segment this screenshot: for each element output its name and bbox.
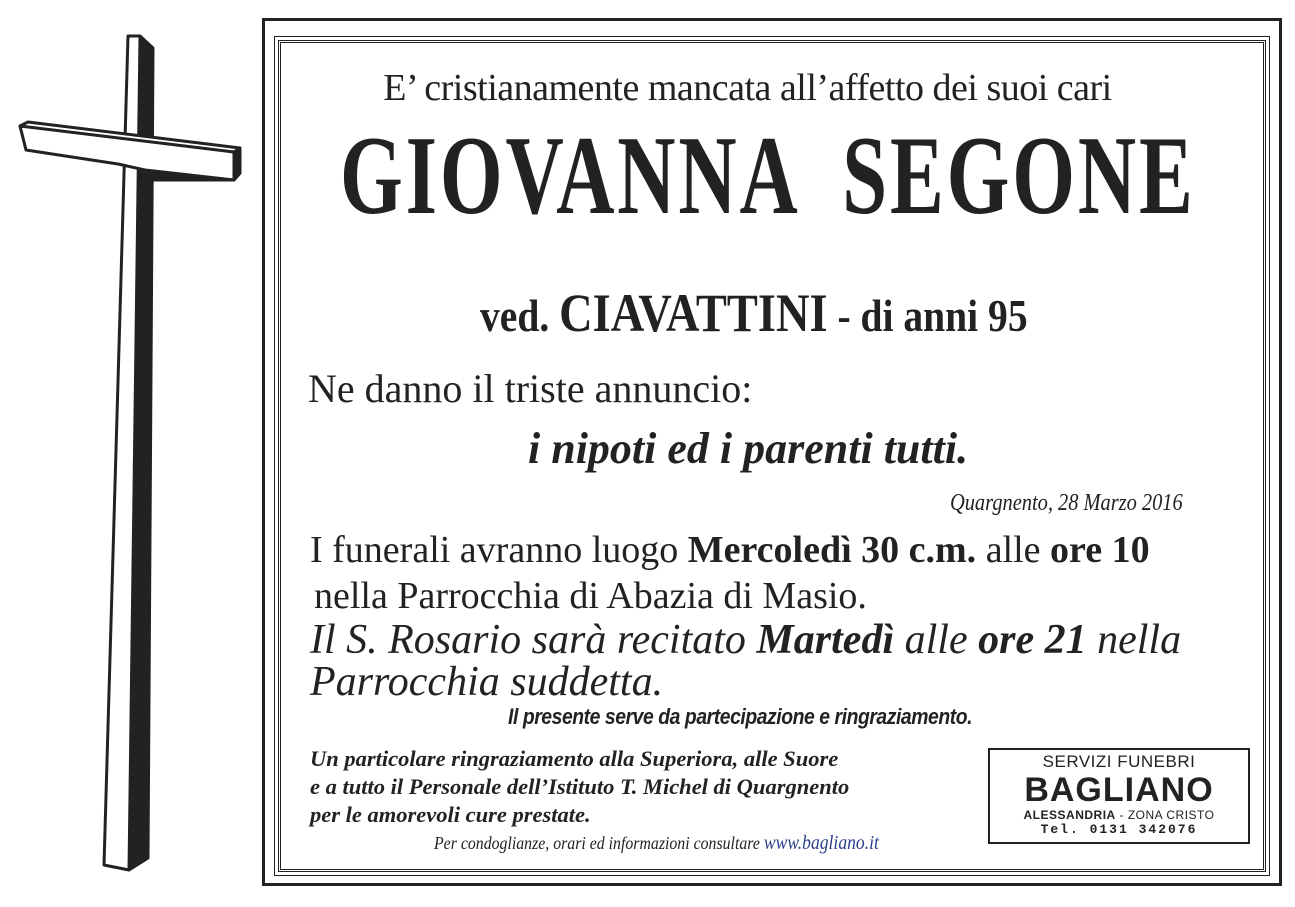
rosary-line-2: Parrocchia suddetta. xyxy=(310,659,664,705)
funeral-home-name: BAGLIANO xyxy=(1024,771,1214,809)
deceased-name: GIOVANNA SEGONE xyxy=(340,114,1196,238)
place-date: Quargnento, 28 Marzo 2016 xyxy=(950,490,1183,516)
intro-line: E’ cristianamente mancata all’affetto dei suoi cari xyxy=(383,67,1112,109)
family-line: i nipoti ed i parenti tutti. xyxy=(528,424,969,473)
funeral-text: I funerali avranno luogo xyxy=(310,529,688,571)
funeral-day: Mercoledì 30 c.m. xyxy=(687,529,977,571)
funeral-time: ore 10 xyxy=(1050,529,1150,571)
married-name: CIAVATTINI xyxy=(559,283,828,343)
rosary-line-1 xyxy=(310,616,1181,664)
funeral-home-location xyxy=(990,808,1248,822)
participation-note: Il presente serve da partecipazione e ringraziamento. xyxy=(508,704,973,729)
rosary-time: ore 21 xyxy=(978,617,1087,663)
condolences-text: Per condoglianze, orari ed informazioni consultare xyxy=(434,833,764,853)
funeral-home-zone: - ZONA CRISTO xyxy=(1115,808,1215,822)
thanks-line: Un particolare ringraziamento alla Superiora, alle Suore xyxy=(310,746,839,771)
thanks-block xyxy=(310,745,849,829)
funeral-connector: alle xyxy=(976,529,1051,571)
funeral-home-city: ALESSANDRIA xyxy=(1023,808,1116,822)
ved-prefix: ved. xyxy=(480,290,550,341)
thanks-line: per le amorevoli cure prestate. xyxy=(310,802,591,827)
condolences-line xyxy=(434,832,879,855)
website-link[interactable]: www.bagliano.it xyxy=(763,832,879,854)
thanks-line: e a tutto il Personale dell’Istituto T. Michel di Quargnento xyxy=(310,774,850,799)
age: - di anni 95 xyxy=(837,290,1028,341)
rosary-connector: alle xyxy=(894,617,979,663)
funeral-home-phone: Tel. 0131 342076 xyxy=(1040,822,1198,837)
married-name-line xyxy=(480,282,1028,344)
rosary-day: Martedì xyxy=(756,617,895,663)
funeral-line-2: nella Parrocchia di Abazia di Masio. xyxy=(314,575,867,617)
funeral-home-box xyxy=(988,748,1250,844)
funeral-home-label: SERVIZI FUNEBRI xyxy=(1042,752,1196,771)
cross-icon xyxy=(8,30,248,880)
announcement-line: Ne danno il triste annuncio: xyxy=(308,366,753,411)
funeral-line-1 xyxy=(310,528,1150,572)
rosary-text: Il S. Rosario sarà recitato xyxy=(310,617,757,663)
rosary-tail: nella xyxy=(1086,617,1182,663)
